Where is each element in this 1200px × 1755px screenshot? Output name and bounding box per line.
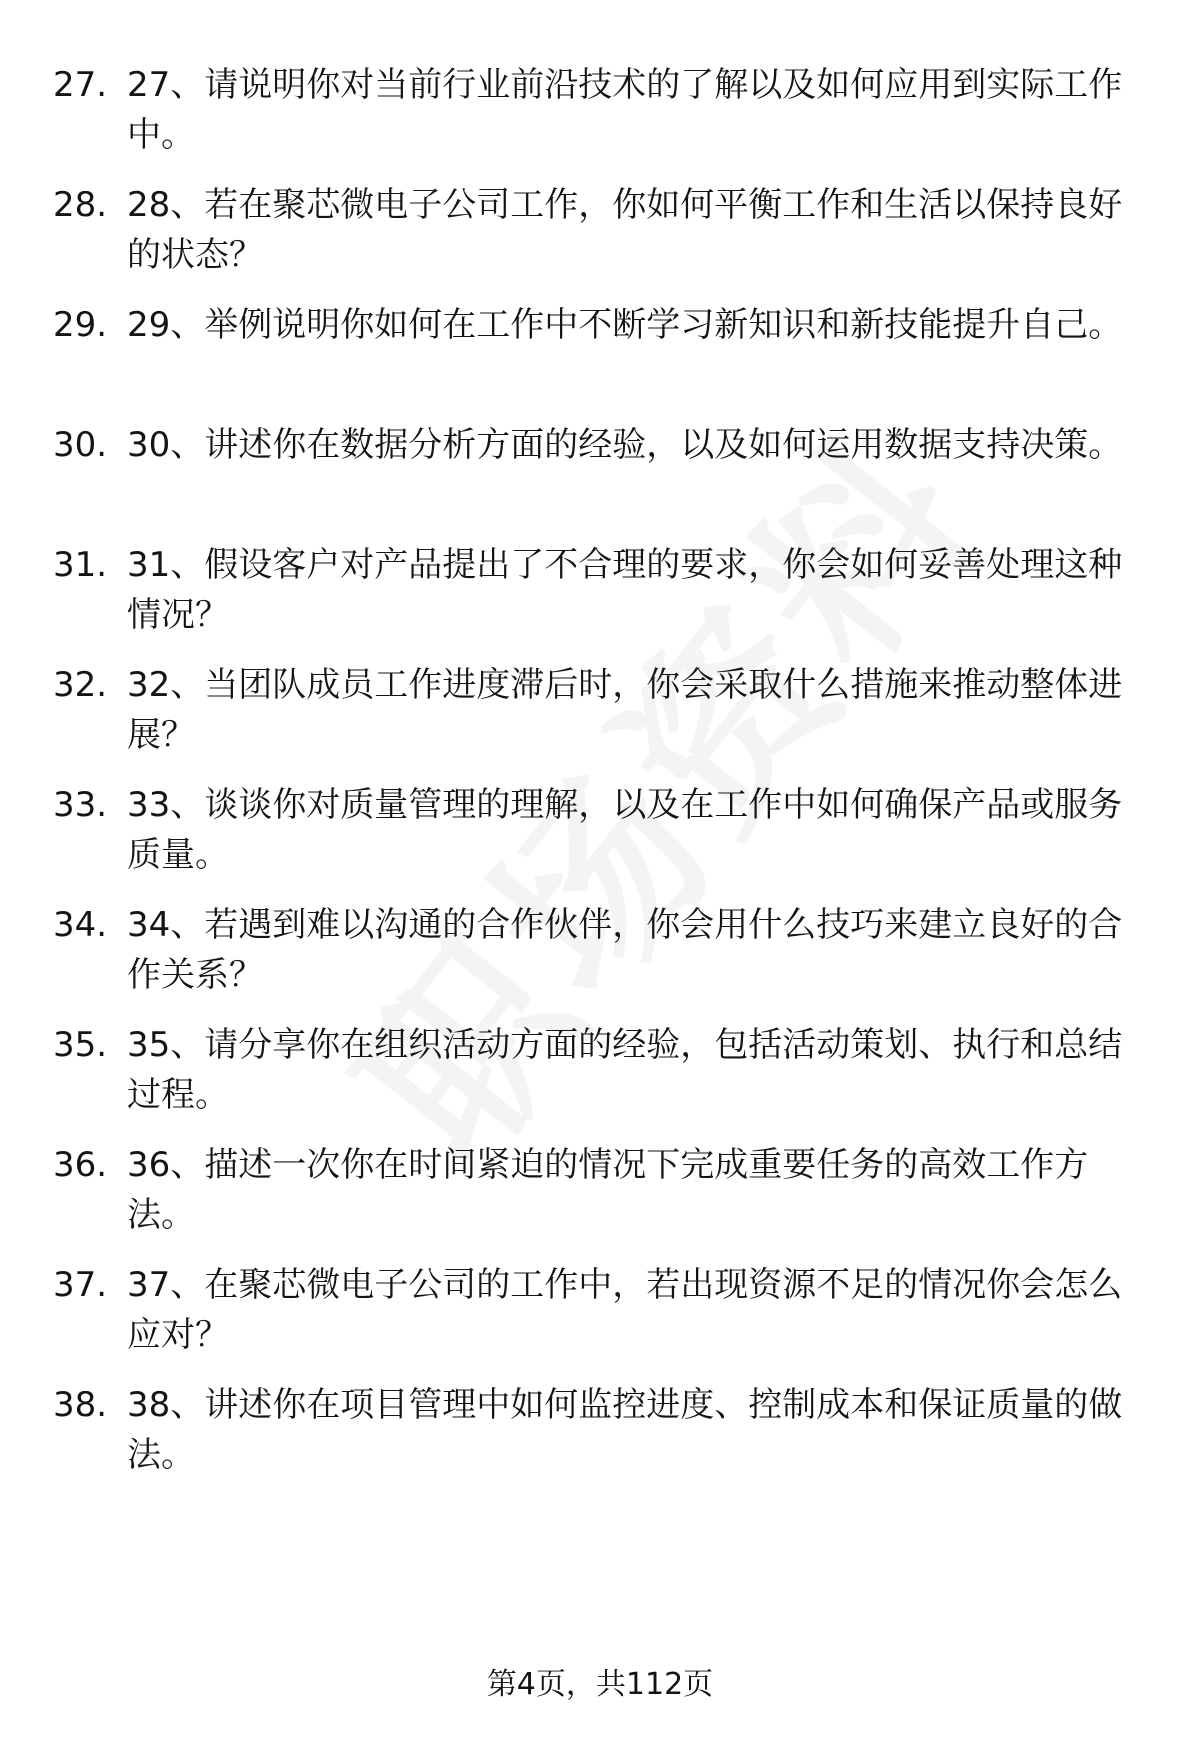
item-number: 30.	[53, 425, 108, 465]
item-text: 27、请说明你对当前行业前沿技术的了解以及如何应用到实际工作中。	[127, 65, 1123, 155]
item-number: 34.	[53, 905, 108, 945]
list-item	[0, 300, 1200, 420]
item-text: 35、请分享你在组织活动方面的经验，包括活动策划、执行和总结过程。	[127, 1025, 1123, 1115]
page-footer	[0, 1660, 1200, 1710]
list-item	[0, 1140, 1200, 1260]
item-number: 37.	[53, 1265, 108, 1305]
item-text: 37、在聚芯微电子公司的工作中，若出现资源不足的情况你会怎么应对？	[127, 1265, 1123, 1355]
page-number-label: 第4页，共112页	[486, 1667, 714, 1702]
item-text: 36、描述一次你在时间紧迫的情况下完成重要任务的高效工作方法。	[127, 1145, 1089, 1235]
item-text: 32、当团队成员工作进度滞后时，你会采取什么措施来推动整体进展？	[127, 665, 1123, 755]
item-number: 36.	[53, 1145, 108, 1185]
item-number: 28.	[53, 185, 108, 225]
item-text: 30、讲述你在数据分析方面的经验，以及如何运用数据支持决策。	[127, 425, 1123, 465]
item-text: 28、若在聚芯微电子公司工作，你如何平衡工作和生活以保持良好的状态？	[127, 185, 1123, 275]
item-number: 27.	[53, 65, 108, 105]
list-item	[0, 180, 1200, 300]
list-item	[0, 1020, 1200, 1140]
list-item	[0, 900, 1200, 1020]
item-number: 31.	[53, 545, 108, 585]
item-number: 32.	[53, 665, 108, 705]
list-item	[0, 1380, 1200, 1500]
list-item	[0, 540, 1200, 660]
item-text: 29、举例说明你如何在工作中不断学习新知识和新技能提升自己。	[127, 305, 1123, 345]
list-item	[0, 660, 1200, 780]
list-item	[0, 420, 1200, 540]
item-number: 35.	[53, 1025, 108, 1065]
item-number: 38.	[53, 1385, 108, 1425]
item-text: 31、假设客户对产品提出了不合理的要求，你会如何妥善处理这种情况？	[127, 545, 1123, 635]
list-item	[0, 1260, 1200, 1380]
item-text: 33、谈谈你对质量管理的理解，以及在工作中如何确保产品或服务质量。	[127, 785, 1123, 875]
item-number: 33.	[53, 785, 108, 825]
item-text: 34、若遇到难以沟通的合作伙伴，你会用什么技巧来建立良好的合作关系？	[127, 905, 1123, 995]
list-item	[0, 780, 1200, 900]
list-item	[0, 60, 1200, 180]
item-number: 29.	[53, 305, 108, 345]
item-text: 38、讲述你在项目管理中如何监控进度、控制成本和保证质量的做法。	[127, 1385, 1123, 1475]
